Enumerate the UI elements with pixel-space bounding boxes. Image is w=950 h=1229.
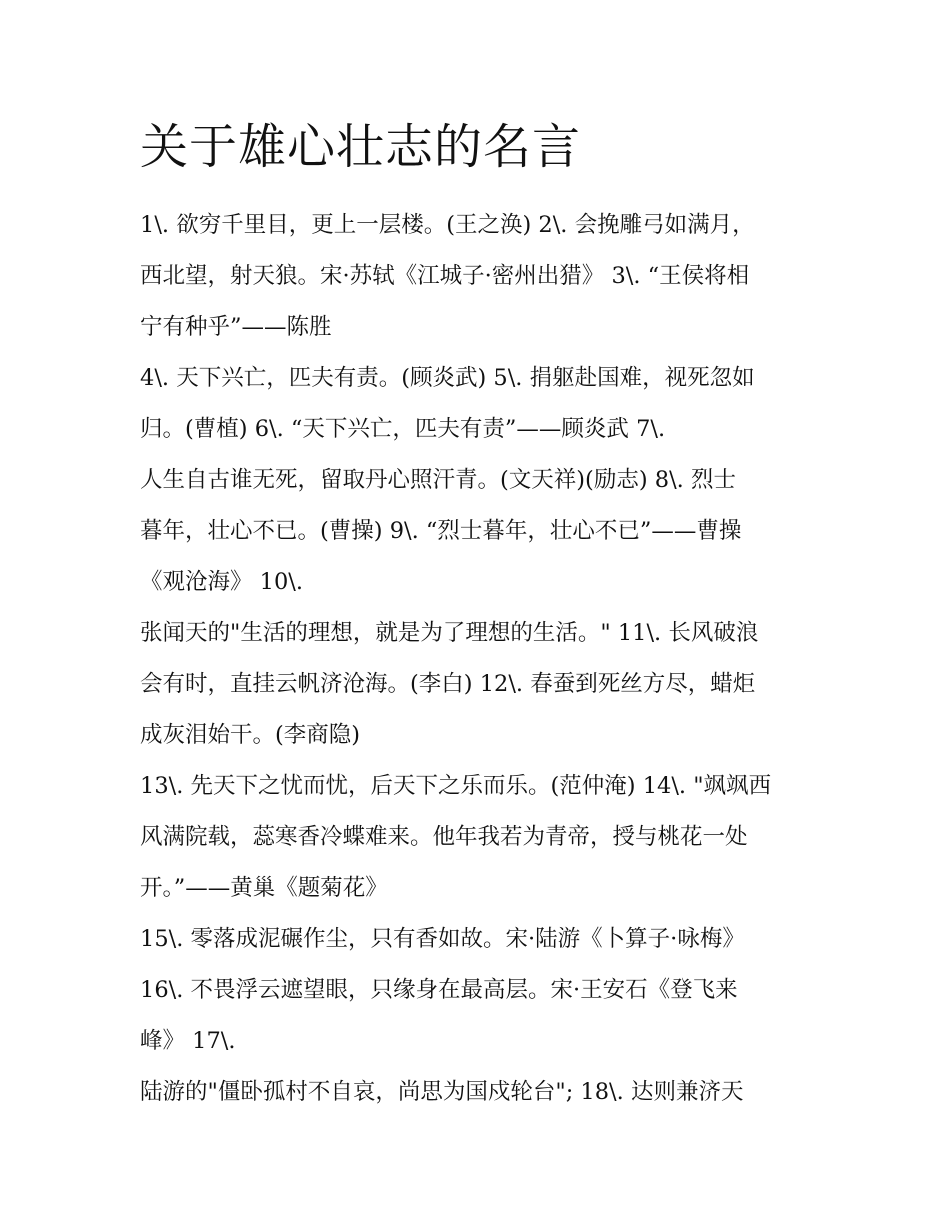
text-line: 宁有种乎”——陈胜 <box>140 314 332 340</box>
text-line: 16\. 不畏浮云遮望眼，只缘身在最高层。宋·王安石《登飞来 <box>140 977 738 1003</box>
text-line: 陆游的"僵卧孤村不自哀，尚思为国戍轮台"; 18\. 达则兼济天 <box>140 1079 744 1105</box>
text-line: 峰》 17\. <box>140 1028 236 1054</box>
text-line: 开。”——黄巢《题菊花》 <box>140 875 388 901</box>
document-title: 关于雄心壮志的名言 <box>140 119 582 175</box>
text-line: 风满院载，蕊寒香冷蝶难来。他年我若为青帝，授与桃花一处 <box>140 824 748 850</box>
text-line: 会有时，直挂云帆济沧海。(李白) 12\. 春蚕到死丝方尽，蜡炬 <box>140 671 756 697</box>
text-line: 1\. 欲穷千里目，更上一层楼。(王之涣) 2\. 会挽雕弓如满月， <box>140 212 755 238</box>
text-line: 归。(曹植) 6\. “天下兴亡，匹夫有责”——顾炎武 7\. <box>140 416 666 442</box>
text-line: 人生自古谁无死，留取丹心照汗青。(文天祥)(励志) 8\. 烈士 <box>140 467 736 493</box>
text-line: 4\. 天下兴亡，匹夫有责。(顾炎武) 5\. 捐躯赴国难，视死忽如 <box>140 365 755 391</box>
text-line: 15\. 零落成泥碾作尘，只有香如故。宋·陆游《卜算子·咏梅》 <box>140 926 745 952</box>
text-line: 13\. 先天下之忧而忧，后天下之乐而乐。(范仲淹) 14\. "飒飒西 <box>140 773 772 799</box>
text-line: 张闻天的"生活的理想，就是为了理想的生活。" 11\. 长风破浪 <box>140 620 759 646</box>
text-line: 《观沧海》 10\. <box>140 569 304 595</box>
text-line: 西北望，射天狼。宋·苏轼《江城子·密州出猎》 3\. “王侯将相 <box>140 263 750 289</box>
text-line: 暮年，壮心不已。(曹操) 9\. “烈士暮年，壮心不已”——曹操 <box>140 518 742 544</box>
text-line: 成灰泪始干。(李商隐) <box>140 722 361 748</box>
document-body <box>140 200 830 1118</box>
